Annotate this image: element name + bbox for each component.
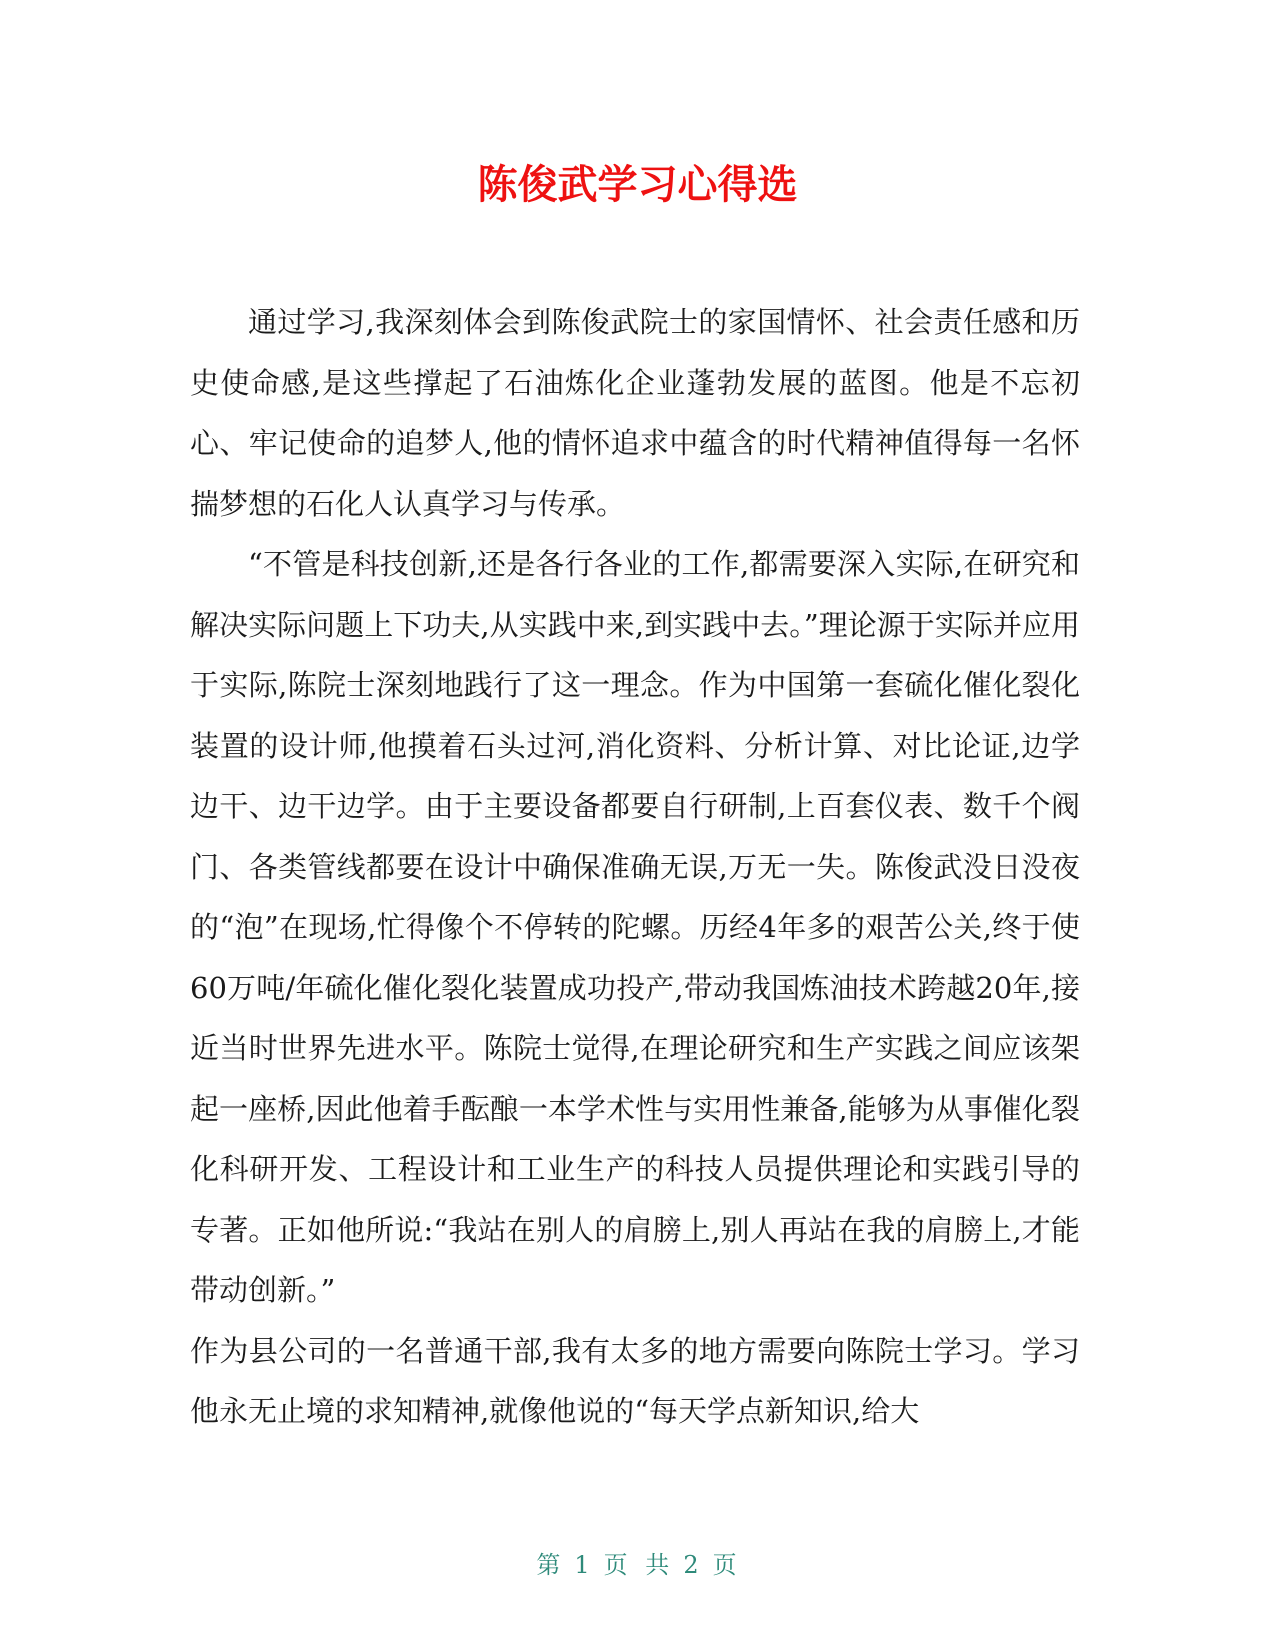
page-label-mid: 页 共 — [603, 1551, 672, 1579]
paragraph-3: 作为县公司的一名普通干部,我有太多的地方需要向陈院士学习。学习他永无止境的求知精神,就像他说的“每天学点新知识,给大 — [190, 1333, 1080, 1428]
page-footer — [0, 1550, 1275, 1580]
paragraph-1: 通过学习,我深刻体会到陈俊武院士的家国情怀、社会责任感和历史使命感,是这些撑起了石油炼化企业蓬勃发展的蓝图。他是不忘初心、牢记使命的追梦人,他的情怀追求中蕴含的时代精神值得每一名怀揣梦想的石化人认真学习与传承。 — [190, 305, 1080, 521]
page-label-suffix: 页 — [712, 1551, 739, 1579]
page-title: 陈俊武学习心得选 — [477, 162, 798, 208]
document-body — [190, 292, 1080, 1442]
current-page-number: 1 — [574, 1551, 592, 1579]
total-pages-number: 2 — [683, 1551, 701, 1579]
page-label-prefix: 第 — [536, 1551, 563, 1579]
paragraph-2: “不管是科技创新,还是各行各业的工作,都需要深入实际,在研究和解决实际问题上下功夫,从实践中来,到实践中去。”理论源于实际并应用于实际,陈院士深刻地践行了这一理念。作为中国第一套硫化催化裂化装置的设计师,他摸着石头过河,消化资料、分析计算、对比论证,边学边干、边干边学。由于主要设备都要自行研制,上百套仪表、数千个阀门、各类管线都要在设计中确保准确无误,万无一失。陈俊武没日没夜的“泡”在现场,忙得像个不停转的陀螺。历经4年多的艰苦公关,终于使60万吨/年硫化催化裂化装置成功投产,带动我国炼油技术跨越20年,接近当时世界先进水平。陈院士觉得,在理论研究和生产实践之间应该架起一座桥,因此他着手酝酿一本学术性与实用性兼备,能够为从事催化裂化科研开发、工程设计和工业生产的科技人员提供理论和实践引导的专著。正如他所说:“我站在别人的肩膀上,别人再站在我的肩膀上,才能带动创新。” — [190, 547, 1080, 1307]
